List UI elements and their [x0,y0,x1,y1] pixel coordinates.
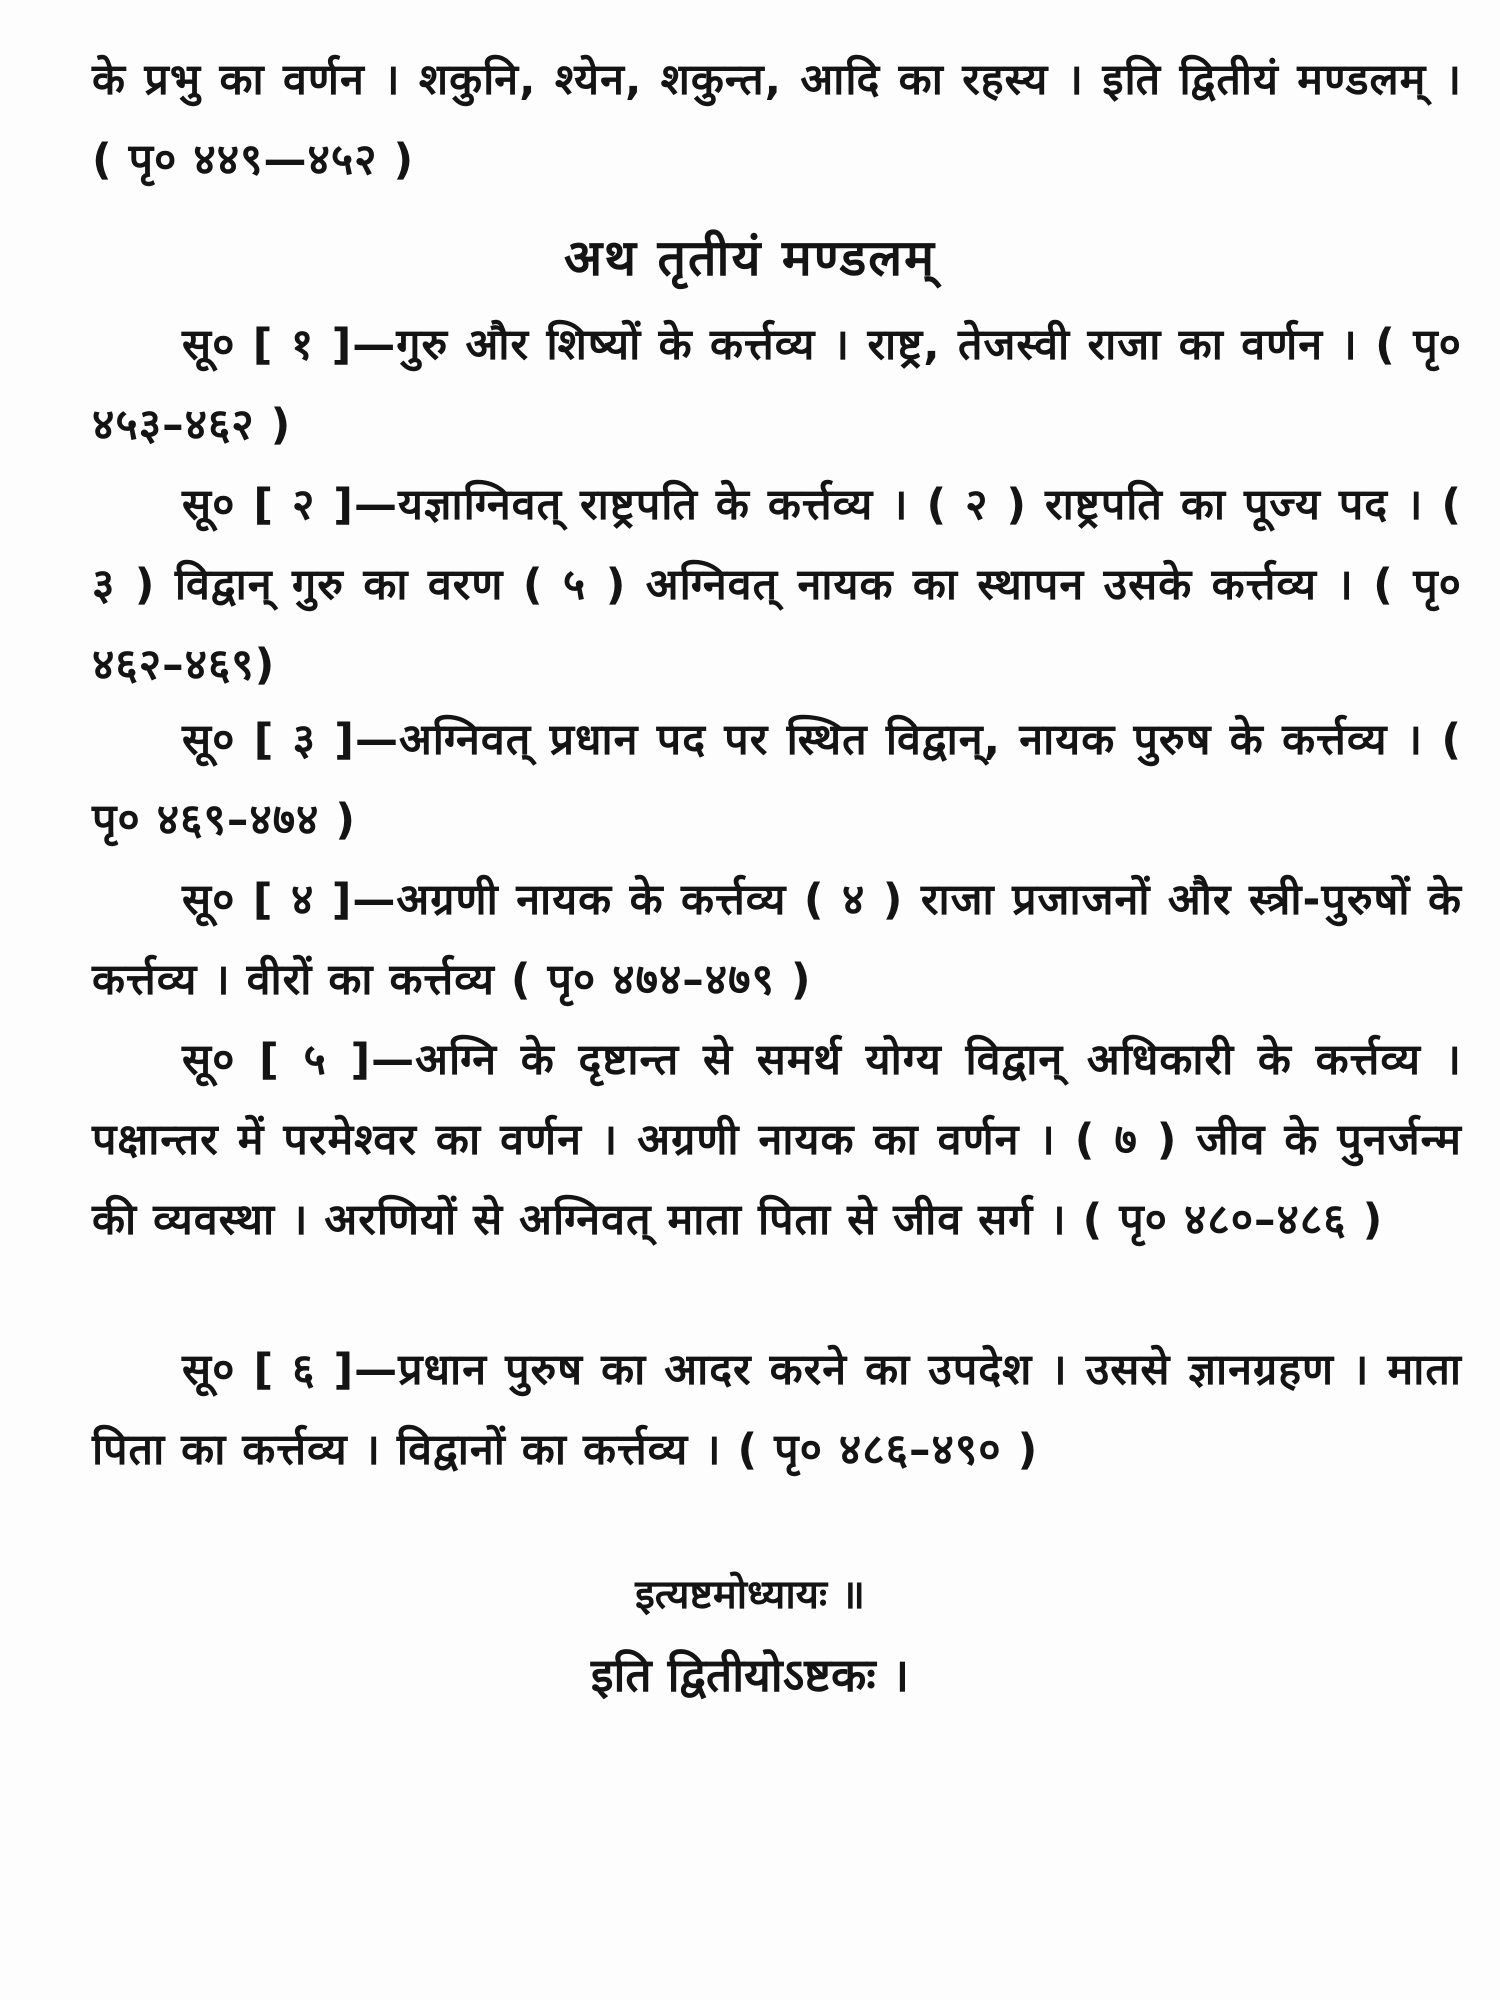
sukta-label: सू० [ २ ] [182,480,354,530]
sukta-paragraph-4 [92,860,1462,1020]
sukta-text: —यज्ञाग्निवत् राष्ट्रपति के कर्त्तव्य । ( २ ) राष्ट्रपति का पूज्य पद । ( ३ ) विद्वान् गुरु का वरण ( ५ ) अग्निवत् नायक का स्थापन उसके कर्त्तव्य । ( पृ० ४६२–४६९) [92,480,1462,690]
sukta-text: —अग्रणी नायक के कर्त्तव्य ( ४ ) राजा प्रजाजनों और स्त्री-पुरुषों के कर्त्तव्य । वीरों का कर्त्तव्य ( पृ० ४७४–४७९ ) [92,875,1462,1005]
sukta-text: —प्रधान पुरुष का आदर करने का उपदेश । उससे ज्ञानग्रहण । माता पिता का कर्त्तव्य । विद्वानों का कर्त्तव्य । ( पृ० ४८६–४९० ) [92,1345,1462,1475]
sukta-text: —गुरु और शिष्यों के कर्त्तव्य । राष्ट्र, तेजस्वी राजा का वर्णन । ( पृ० ४५३–४६२ ) [92,320,1462,450]
sukta-label: सू० [ ४ ] [182,875,353,925]
continuation-paragraph [92,40,1462,200]
sukta-text: —अग्नि के दृष्टान्त से समर्थ योग्य विद्वान् अधिकारी के कर्त्तव्य । पक्षान्तर में परमेश्वर का वर्णन । अग्रणी नायक का वर्णन । ( ७ ) जीव के पुनर्जन्म की व्यवस्था । अरणियों से अग्निवत् माता पिता से जीव सर्ग । ( पृ० ४८०–४८६ ) [92,1035,1462,1245]
sukta-paragraph-5 [92,1020,1462,1260]
sukta-paragraph-3 [92,700,1462,860]
continuation-text: के प्रभु का वर्णन । शकुनि, श्येन, शकुन्त, आदि का रहस्य । इति द्वितीयं मण्डलम् । ( पृ० ४४९—४५२ ) [92,55,1462,185]
sukta-text: —अग्निवत् प्रधान पद पर स्थित विद्वान्, नायक पुरुष के कर्त्तव्य । ( पृ० ४६९–४७४ ) [92,715,1462,845]
sukta-paragraph-2 [92,465,1462,705]
ashtaka-closing: इति द्वितीयोऽष्टकः । [590,1648,910,1702]
sukta-paragraph-6 [92,1330,1462,1490]
sukta-label: सू० [ १ ] [182,320,353,370]
adhyaya-closing: इत्यष्टमोध्यायः ॥ [635,1572,865,1618]
sukta-label: सू० [ ५ ] [182,1035,372,1085]
sukta-label: सू० [ ३ ] [182,715,355,765]
sukta-paragraph-1 [92,305,1462,465]
sukta-label: सू० [ ६ ] [182,1345,355,1395]
mandal-heading: अथ तृतीयं मण्डलम् [563,229,937,287]
